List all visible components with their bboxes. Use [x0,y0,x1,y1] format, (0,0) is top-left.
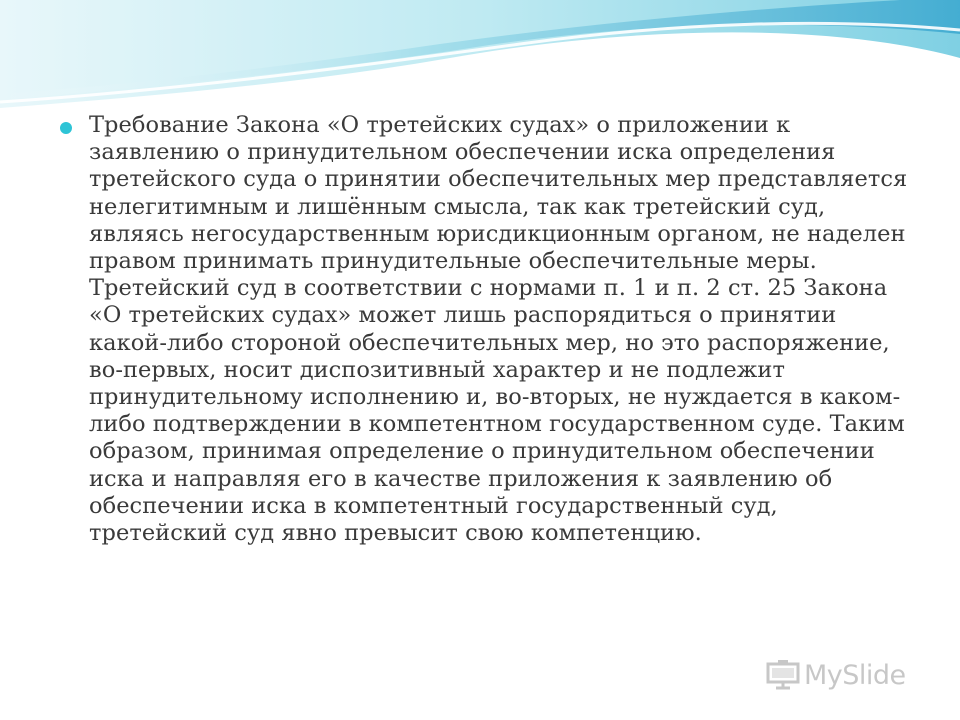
bullet-dot-icon [60,122,72,134]
watermark-logo [766,655,926,695]
slide-content [60,108,910,547]
header-wave-decoration [0,0,960,120]
presentation-screen-icon [766,660,800,690]
bullet-text: Требование Закона «О третейских судах» о приложении к заявлению о принудительном обеспечении иска определения третейского суда о принятии обеспечительных мер представляется нелегитимным и лишённым смысла, так как третейский суд, являясь негосударственным юрисдикционным органом, не наделен правом принимать принудительные обеспечительные меры. Третейский суд в соответствии с нормами п. 1 и п. 2 ст. 25 Закона «О третейских судах» может лишь распорядиться о принятии какой-либо стороной обеспечительных мер, но это распоряжение, во-первых, носит диспозитивный характер и не подлежит принудительному исполнению и, во-вторых, не нуждается в каком-либо подтверждении в компетентном государственном суде. Таким образом, принимая определение о принудительном обеспечении иска и направляя его в качестве приложения к заявлению об обеспечении иска в компетентный государственный суд, третейский суд явно превысит свою компетенцию. [89,112,908,547]
bullet-item [60,108,910,547]
watermark-text: MySlide [804,659,906,691]
